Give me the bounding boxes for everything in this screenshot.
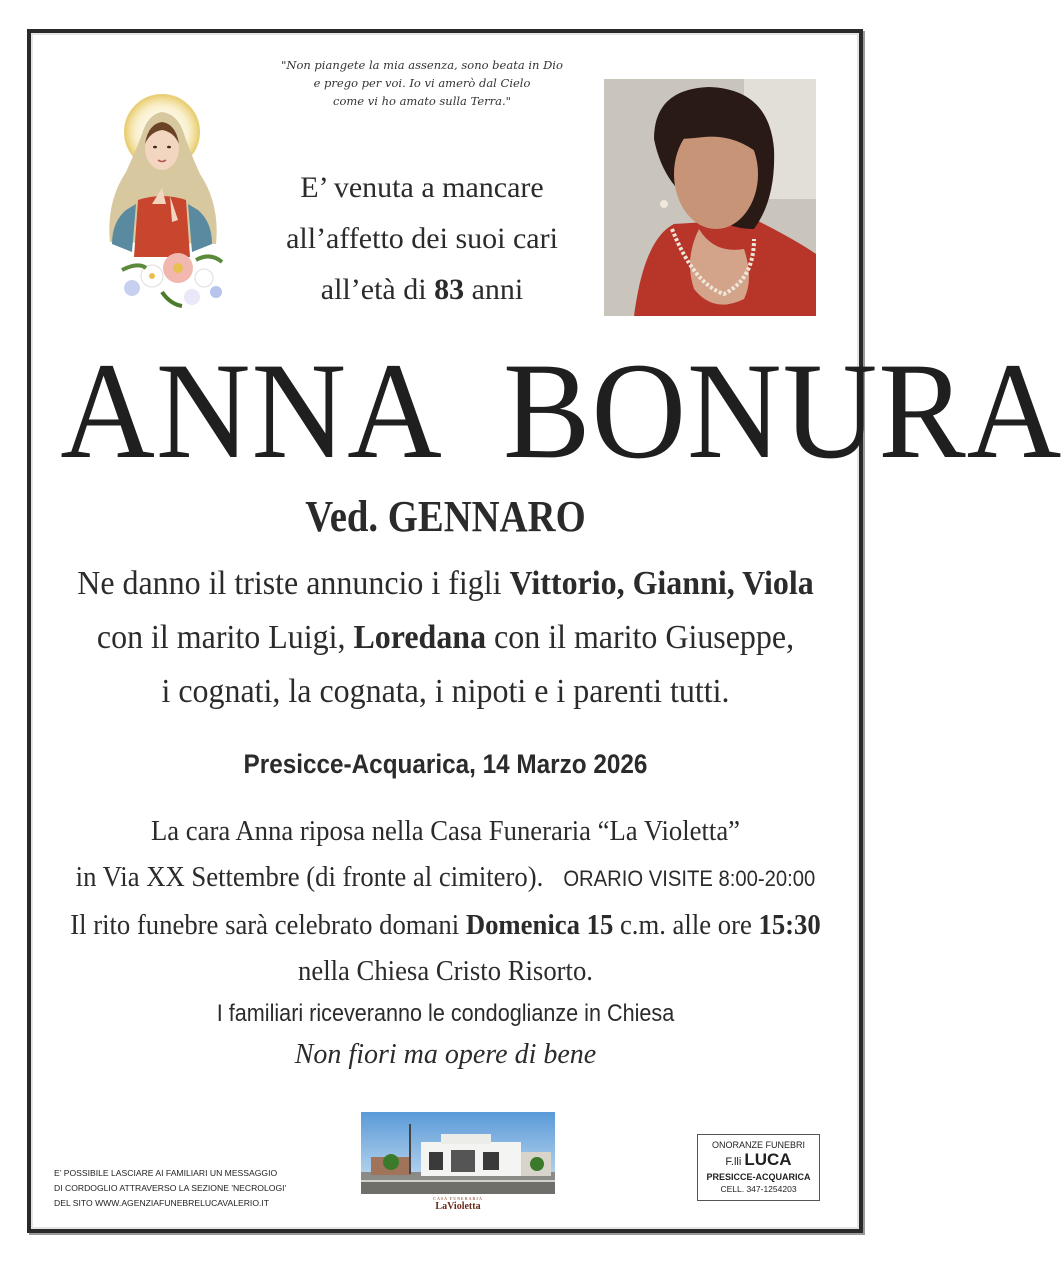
message-footnote: [54, 1166, 324, 1211]
quote-line: "Non piangete la mia assenza, sono beata in Dio: [281, 58, 563, 72]
rite-time: 15:30: [758, 909, 821, 941]
no-flowers-note: Non fiori ma opere di bene: [294, 1039, 597, 1070]
funeral-home-sub: CASA FUNERARIA: [433, 1196, 483, 1201]
footnote-line: DEL SITO WWW.AGENZIAFUNEBRELUCAVALERIO.IT: [54, 1198, 270, 1208]
footnote-line: E’ POSSIBILE LASCIARE AI FAMILIARI UN MESSAGGIO: [54, 1168, 278, 1178]
funeral-details: [30, 808, 861, 994]
address-text: in Via XX Settembre (di fronte al cimitero).: [75, 861, 564, 893]
announcement-line: [64, 611, 826, 665]
rite-text: Il rito funebre sarà celebrato domani: [70, 909, 466, 941]
intro-line: all’affetto dei suoi cari: [286, 222, 558, 255]
agency-name-line: [698, 1151, 819, 1171]
condolences-note: I familiari riceveranno le condoglianze in Chiesa: [216, 1000, 675, 1027]
details-line: nella Chiesa Cristo Risorto.: [298, 955, 593, 987]
agency-box: [697, 1134, 820, 1201]
announcement-text: con il marito Luigi,: [96, 619, 354, 656]
rite-text: c.m. alle ore: [613, 909, 759, 941]
married-name: Ved. GENNARO: [305, 492, 586, 541]
funeral-home-name: LaVioletta: [435, 1201, 481, 1212]
rite-day: Domenica 15: [465, 909, 614, 941]
details-line: La cara Anna riposa nella Casa Funeraria “La Violetta”: [150, 815, 741, 847]
quote-line: e prego per voi. Io vi amerò dal Cielo: [313, 76, 531, 90]
age-value: 83: [434, 273, 465, 306]
details-line: [63, 902, 828, 948]
agency-name: LUCA: [744, 1150, 792, 1169]
deceased-name: ANNA BONURA: [60, 334, 1062, 487]
agency-prefix: F.lli: [725, 1156, 745, 1168]
intro-age-suffix: anni: [464, 273, 524, 306]
announcement-text: con il marito Giuseppe,: [486, 619, 795, 656]
agency-city: PRESICCE-ACQUARICA: [706, 1172, 811, 1182]
funeral-home-logo: [361, 1196, 555, 1212]
intro-age-prefix: all’età di: [320, 273, 435, 306]
agency-title: ONORANZE FUNEBRI: [711, 1140, 805, 1150]
announcement: [40, 557, 851, 719]
quote-line: come vi ho amato sulla Terra.": [333, 94, 511, 108]
agency-phone: CELL. 347-1254203: [720, 1184, 797, 1194]
announcement-line: i cognati, la cognata, i nipoti e i parenti tutti.: [161, 673, 730, 710]
intro-line: [262, 264, 582, 315]
funeral-home-image: [361, 1112, 555, 1194]
intro-text: [262, 162, 582, 315]
announcement-text: Ne danno il triste annuncio i figli: [77, 565, 510, 602]
details-line: [63, 854, 828, 902]
footnote-line: DI CORDOGLIO ATTRAVERSO LA SEZIONE 'NECROLOGI': [54, 1183, 287, 1193]
place-date: Presicce-Acquarica, 14 Marzo 2026: [243, 749, 648, 779]
announcement-line: [64, 557, 826, 611]
quote: [262, 56, 582, 110]
child-name: Loredana: [353, 619, 487, 656]
intro-line: E’ venuta a mancare: [300, 171, 544, 204]
deceased-photo: [604, 79, 816, 316]
madonna-image: [92, 92, 232, 317]
children-names: Vittorio, Gianni, Viola: [509, 565, 814, 602]
visiting-hours: ORARIO VISITE 8:00-20:00: [563, 866, 816, 891]
